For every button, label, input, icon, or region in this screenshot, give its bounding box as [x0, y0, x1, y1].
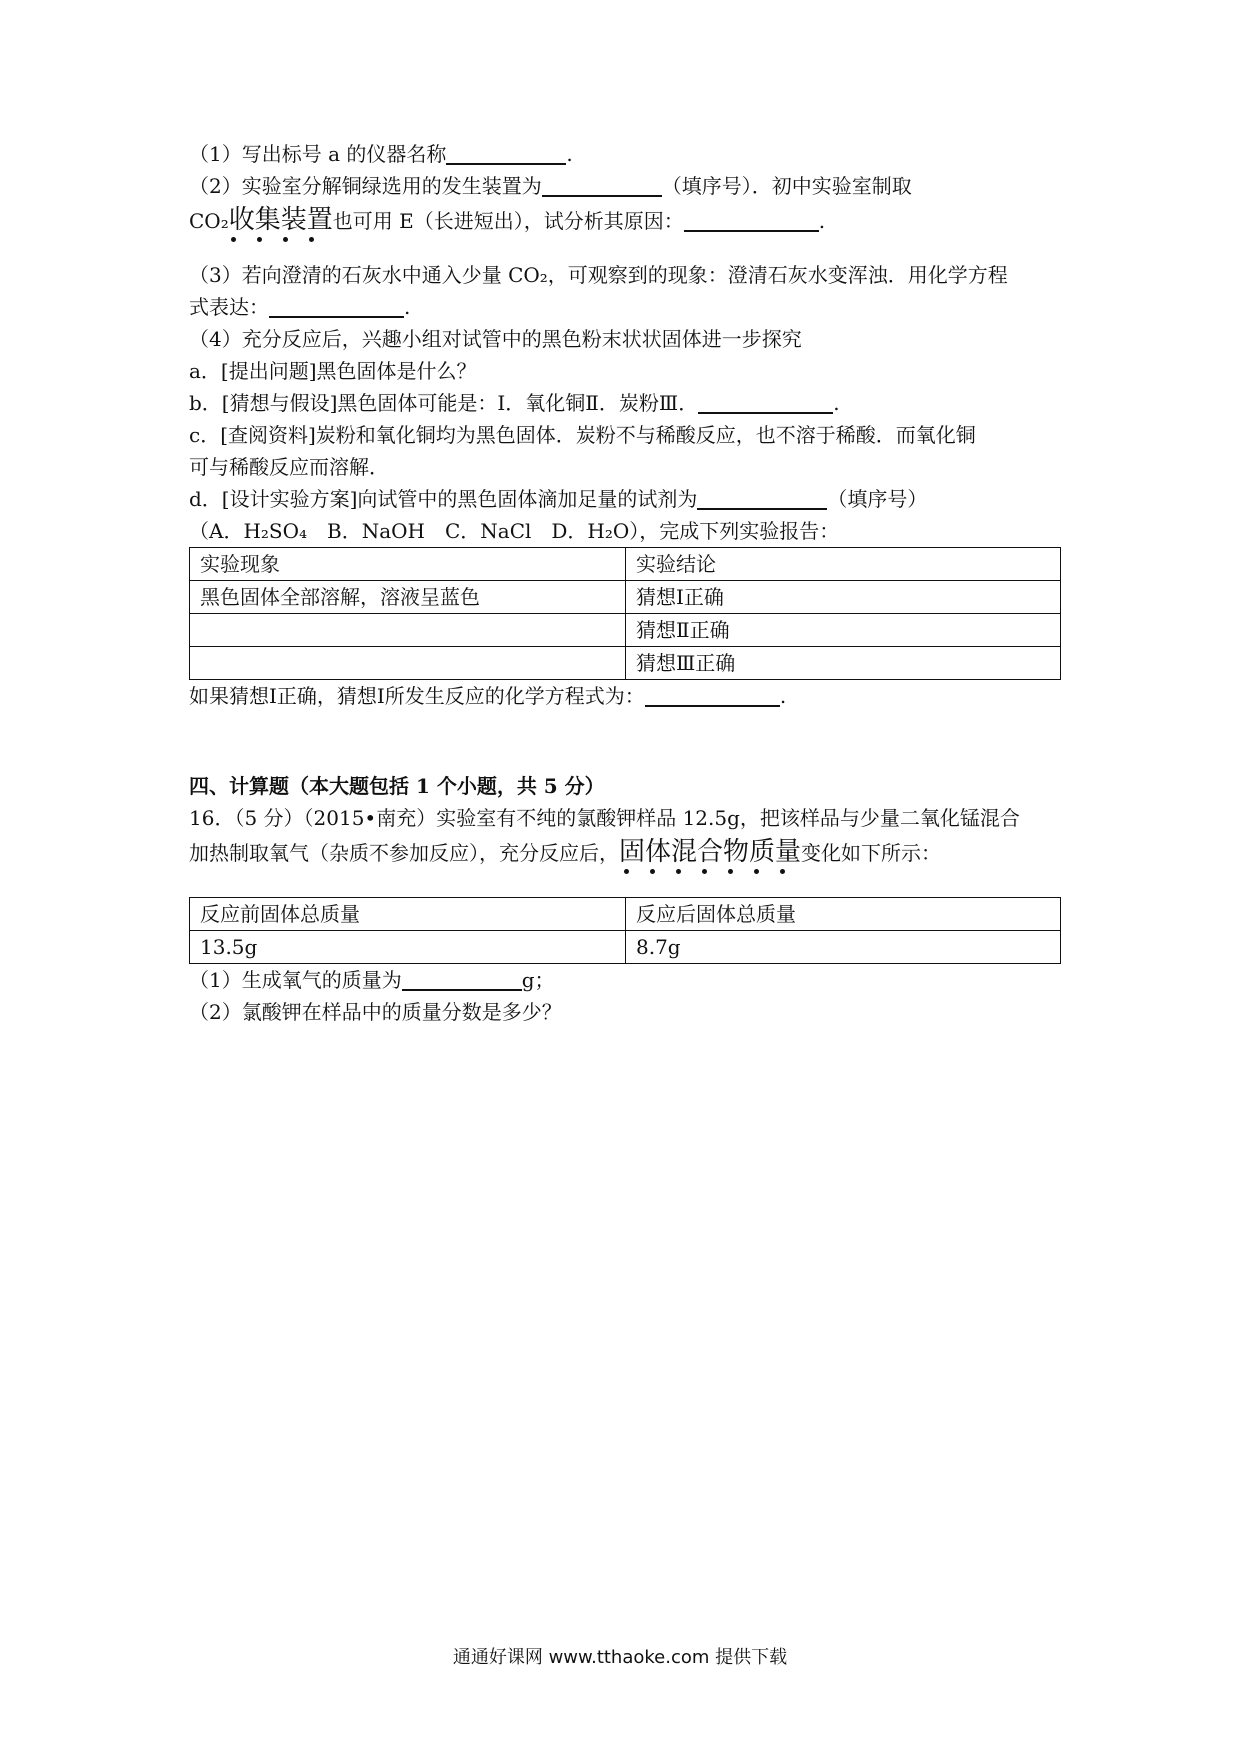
q16-sub1: （1）生成氧气的质量为 g；	[189, 968, 555, 992]
q15-step-d-options: （A．H₂SO₄ B．NaOH C．NaCl D．H₂O），完成下列实验报告：	[189, 519, 840, 543]
table-header-row: 反应前固体总质量 反应后固体总质量	[190, 898, 1061, 931]
q15-step-b: b．[猜想与假设]黑色固体可能是：Ⅰ．氧化铜Ⅱ．炭粉Ⅲ． .	[189, 391, 840, 415]
table-row: 黑色固体全部溶解，溶液呈蓝色 猜想Ⅰ正确	[190, 581, 1061, 614]
page-footer: 通通好课网 www.tthaoke.com 提供下载	[452, 1647, 788, 1668]
answer-blank	[446, 141, 566, 165]
answer-blank	[402, 967, 522, 991]
experiment-report-table	[189, 547, 1061, 680]
mass-table	[189, 897, 1061, 964]
q15-equation-prompt: 如果猜想Ⅰ正确，猜想Ⅰ所发生反应的化学方程式为： .	[189, 684, 787, 708]
q15-part3-cont: 式表达： .	[189, 295, 411, 319]
table-header-row: 实验现象 实验结论	[190, 548, 1061, 581]
q16-stem: 16．（5 分）（2015•南充）实验室有不纯的氯酸钾样品 12.5g，把该样品与少量二氧化锰混合	[189, 806, 1020, 830]
q15-part1: （1）写出标号 a 的仪器名称 .	[189, 142, 573, 166]
emphasis-dots	[189, 869, 1059, 885]
q16-stem-cont: 加热制取氧气（杂质不参加反应），充分反应后，固体混合物质量变化如下所示：	[189, 837, 942, 867]
q15-part2-cont: CO₂收集装置也可用 E（长进短出），试分析其原因： .	[189, 205, 826, 235]
q15-part3: （3）若向澄清的石灰水中通入少量 CO₂，可观察到的现象：澄清石灰水变浑浊．用化学方程	[189, 263, 1008, 287]
table-row: 猜想Ⅲ正确	[190, 647, 1061, 680]
answer-blank	[698, 390, 833, 414]
emphasis-text: 固体混合物质量	[619, 837, 802, 867]
q16-sub2: （2）氯酸钾在样品中的质量分数是多少？	[189, 1000, 562, 1024]
answer-blank	[269, 294, 404, 318]
table-row: 13.5g 8.7g	[190, 931, 1061, 964]
document-body	[189, 138, 1059, 1028]
section-heading: 四、计算题（本大题包括 1 个小题，共 5 分）	[189, 774, 605, 798]
table-row: 猜想Ⅱ正确	[190, 614, 1061, 647]
q15-step-a: a．[提出问题]黑色固体是什么？	[189, 359, 477, 383]
answer-blank	[684, 208, 819, 232]
q15-part4: （4）充分反应后，兴趣小组对试管中的黑色粉末状状固体进一步探究	[189, 327, 802, 351]
q15-part2: （2）实验室分解铜绿选用的发生装置为 （填序号）．初中实验室制取	[189, 174, 912, 198]
q15-step-c-cont: 可与稀酸反应而溶解．	[189, 455, 389, 479]
answer-blank	[542, 173, 662, 197]
q15-step-c: c．[查阅资料]炭粉和氧化铜均为黑色固体．炭粉不与稀酸反应，也不溶于稀酸．而氧化铜	[189, 423, 976, 447]
answer-blank	[697, 486, 827, 510]
q15-step-d: d．[设计实验方案]向试管中的黑色固体滴加足量的试剂为 （填序号）	[189, 487, 928, 511]
emphasis-text: 收集装置	[228, 205, 333, 235]
emphasis-dots	[189, 237, 1059, 253]
answer-blank	[645, 683, 780, 707]
